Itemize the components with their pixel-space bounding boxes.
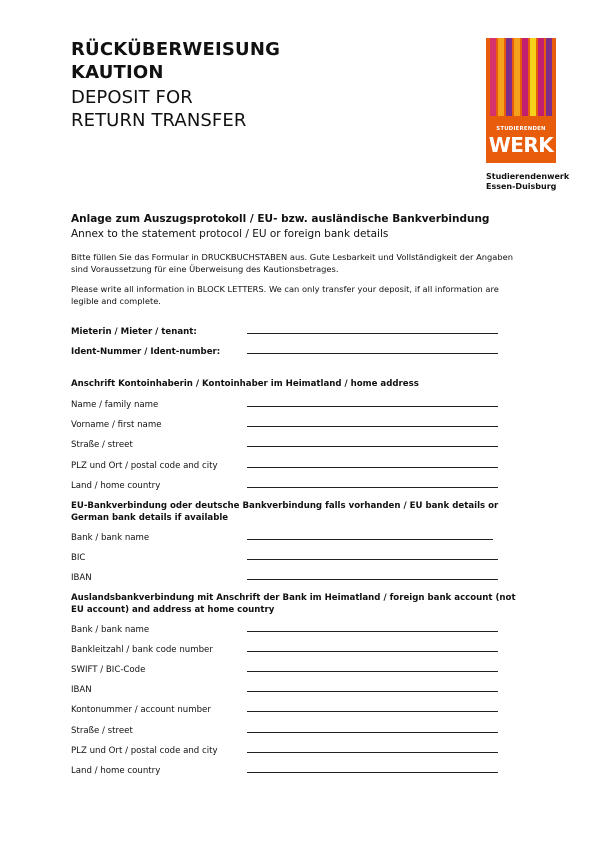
tenant-label: Mieterin / Mieter / tenant: — [71, 327, 197, 337]
bank-postal-city-field[interactable] — [247, 752, 498, 753]
first-name-label: Vorname / first name — [71, 420, 162, 430]
account-number-label: Kontonummer / account number — [71, 705, 211, 715]
logo-stripe — [498, 38, 504, 116]
first-name-field[interactable] — [247, 426, 498, 427]
foreign-bank-title: Auslandsbankverbindung mit Anschrift der Bank im Heimatland / foreign bank account (not EU account) and address at home country — [71, 593, 516, 615]
foreign-iban-field[interactable] — [247, 691, 498, 692]
eu-bank-name-field[interactable] — [247, 539, 493, 540]
ident-number-field[interactable] — [247, 353, 498, 354]
bank-street-field[interactable] — [247, 732, 498, 733]
home-country-field[interactable] — [247, 487, 498, 488]
title-en-line2: RETURN TRANSFER — [71, 110, 247, 131]
foreign-bank-name-field[interactable] — [247, 631, 498, 632]
annex-heading-de: Anlage zum Auszugsprotokoll / EU- bzw. ausländische Bankverbindung — [71, 213, 490, 225]
logo-stripe — [530, 38, 536, 116]
eu-iban-field[interactable] — [247, 579, 498, 580]
eu-bank-name-label: Bank / bank name — [71, 533, 150, 543]
ident-number-label: Ident-Nummer / Ident-number: — [71, 347, 221, 357]
title-de-line1: RÜCKÜBERWEISUNG — [71, 39, 281, 60]
studierendenwerk-logo — [486, 38, 556, 163]
eu-iban-label: IBAN — [71, 573, 92, 583]
eu-bank-title: EU-Bankverbindung oder deutsche Bankverbindung falls vorhanden / EU bank details or German bank details if available — [71, 501, 499, 523]
title-de-line2: KAUTION — [71, 62, 164, 83]
home-address-title: Anschrift Kontoinhaberin / Kontoinhaber im Heimatland / home address — [71, 379, 419, 389]
postal-city-field[interactable] — [247, 467, 498, 468]
instruction-en: Please write all information in BLOCK LETTERS. We can only transfer your deposit, if all information are legible and complete. — [71, 284, 499, 306]
family-name-field[interactable] — [247, 406, 498, 407]
logo-stripe — [514, 38, 520, 116]
logo-stripe — [522, 38, 528, 116]
home-country-label: Land / home country — [71, 481, 161, 491]
org-name-line2: Essen-Duisburg — [486, 182, 557, 191]
annex-heading-en: Annex to the statement protocol / EU or foreign bank details — [71, 228, 389, 240]
eu-bic-field[interactable] — [247, 559, 498, 560]
foreign-bank-name-label: Bank / bank name — [71, 625, 150, 635]
logo-stripe — [506, 38, 512, 116]
logo-stripe — [538, 38, 544, 116]
swift-bic-label: SWIFT / BIC-Code — [71, 665, 146, 675]
family-name-label: Name / family name — [71, 400, 159, 410]
title-en-line1: DEPOSIT FOR — [71, 87, 193, 108]
eu-bic-label: BIC — [71, 553, 86, 563]
bank-street-label: Straße / street — [71, 726, 133, 736]
bank-country-field[interactable] — [247, 772, 498, 773]
postal-city-label: PLZ und Ort / postal code and city — [71, 461, 218, 471]
street-field[interactable] — [247, 446, 498, 447]
account-number-field[interactable] — [247, 711, 498, 712]
bank-code-field[interactable] — [247, 651, 498, 652]
logo-stripe — [546, 38, 552, 116]
bank-postal-city-label: PLZ und Ort / postal code and city — [71, 746, 218, 756]
instruction-de: Bitte füllen Sie das Formular in DRUCKBUCHSTABEN aus. Gute Lesbarkeit und Vollständigkeit der Angaben sind Voraussetzung für eine Überweisung des Kautionsbetrages. — [71, 252, 513, 274]
logo-stripe — [490, 38, 496, 116]
swift-bic-field[interactable] — [247, 671, 498, 672]
bank-country-label: Land / home country — [71, 766, 161, 776]
org-name-line1: Studierendenwerk — [486, 172, 570, 181]
bank-code-label: Bankleitzahl / bank code number — [71, 645, 213, 655]
logo-big-text: WERK — [488, 133, 554, 157]
street-label: Straße / street — [71, 440, 133, 450]
foreign-iban-label: IBAN — [71, 685, 92, 695]
tenant-field[interactable] — [247, 333, 498, 334]
logo-small-text: STUDIERENDEN — [496, 126, 546, 132]
